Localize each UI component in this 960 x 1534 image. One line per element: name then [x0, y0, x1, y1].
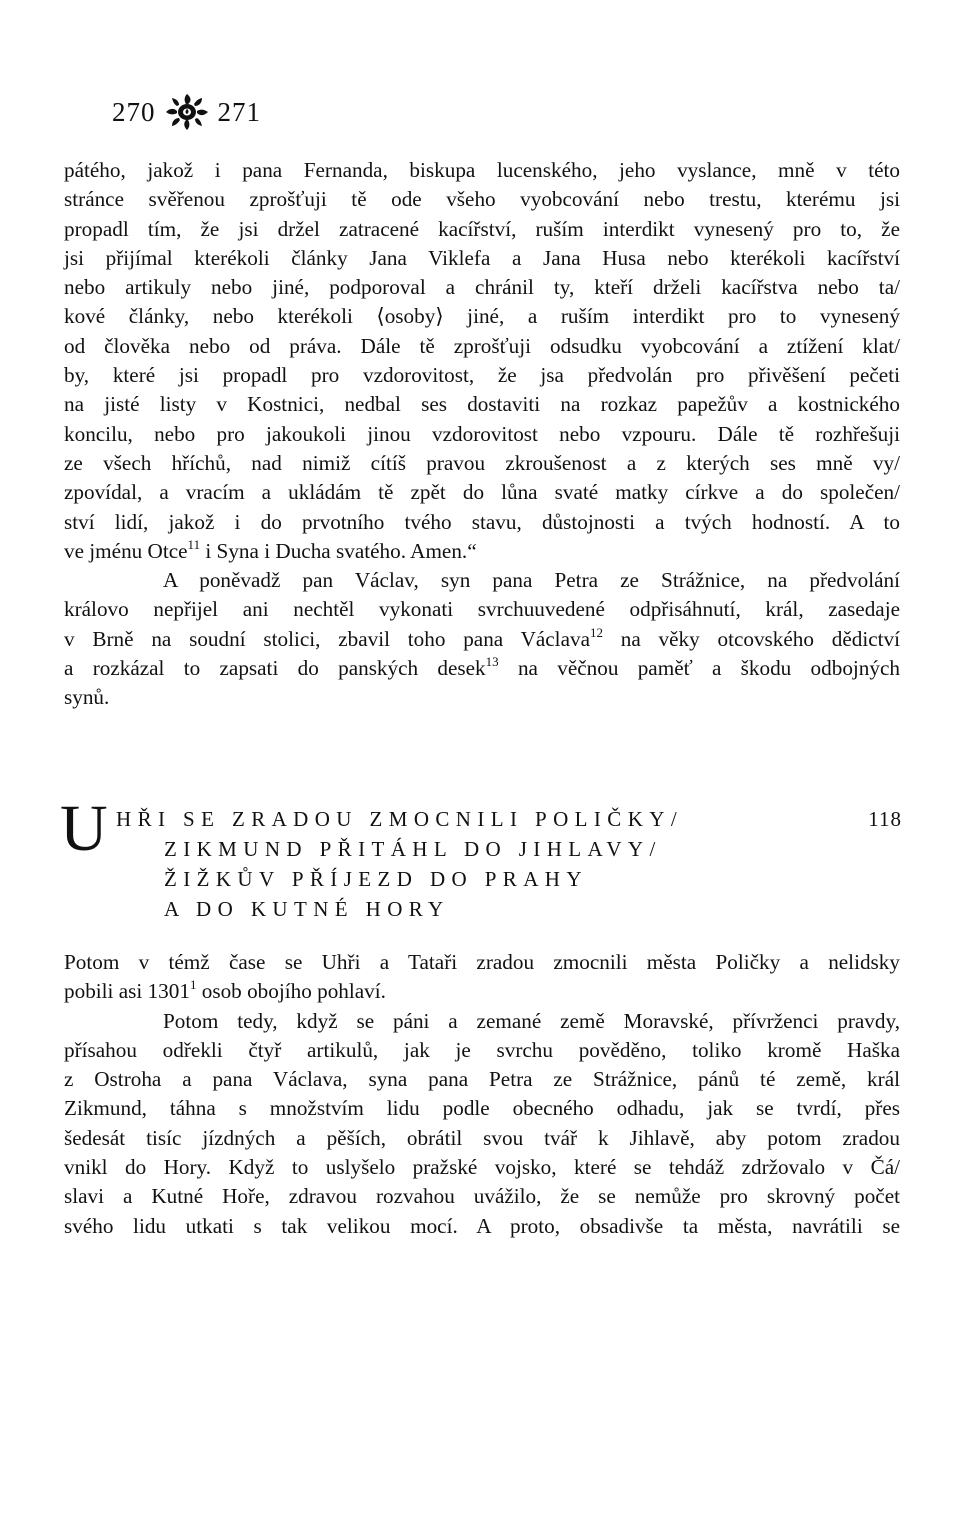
footnote-marker: 1 [189, 977, 197, 993]
text-line: zpovídal, a vracím a ukládám tě zpět do lůna svaté matky církve a do společen/ [64, 480, 900, 505]
text-line [64, 977, 900, 1006]
chapter-heading [60, 792, 904, 926]
text-line: ze všech hříchů, nad nimiž cítíš pravou zkroušenost a z kterých ses mně vy/ [64, 450, 900, 475]
text-line: šedesát tisíc jízdných a pěších, obrátil svou tvář k Jihlavě, aby potom zradou [64, 1125, 900, 1150]
text-line: nebo artikuly nebo jiné, podporoval a chránil ty, kteří drželi kacířstva nebo ta/ [64, 275, 900, 300]
text-line: koncilu, nebo pro jakoukoli jinou vzdorovitost nebo vzpouru. Dále tě rozhřešuji [64, 421, 900, 446]
text-line: stránce svěřenou zprošťuji tě ode všeho vyobcování nebo trestu, kterému jsi [64, 187, 900, 212]
body-text-bottom [64, 948, 900, 1241]
text-line: Potom v témž čase se Uhři a Tataři zradou zmocnili města Poličky a nelidsky [64, 950, 900, 974]
text-line: ství lidí, jakož i do prvotního tvého stavu, důstojnosti a tvých hodností. A to [64, 509, 900, 534]
chapter-title-line: ZIKMUND PŘITÁHL DO JIHLAVY/ [164, 837, 662, 861]
text-segment: na věky otcovského dědictví [602, 626, 900, 651]
text-line [64, 625, 900, 654]
text-segment: a rozkázal to zapsati do panských desek [64, 656, 486, 681]
text-segment: ve jménu Otce [64, 538, 188, 563]
text-segment: osob obojího pohlaví. [196, 979, 386, 1004]
text-line: pátého, jakož i pana Fernanda, biskupa lucenského, jeho vyslance, mně v této [64, 158, 900, 182]
text-segment: pobili asi 1301 [64, 979, 190, 1004]
text-line: Zikmund, táhna s množstvím lidu podle obecného odhadu, jak se tvrdí, přes [64, 1096, 900, 1121]
left-page-number: 270 [112, 96, 156, 127]
text-segment: i Syna i Ducha svatého. Amen.“ [200, 538, 477, 563]
text-line: synů. [64, 685, 110, 710]
spiral-ornament-icon [164, 92, 210, 132]
chapter-title-line: ŽIŽKŮV PŘÍJEZD DO PRAHY [164, 867, 588, 891]
footnote-marker: 13 [485, 653, 499, 669]
chapter-title-line: A DO KUTNÉ HORY [164, 897, 450, 921]
chapter-number: 118 [868, 807, 902, 831]
drop-cap-initial: U [60, 792, 108, 865]
text-line: královo nepřijel ani nechtěl vykonati svrchuuvedené odpřisáhnutí, král, zasedaje [64, 597, 900, 622]
footnote-marker: 11 [187, 536, 201, 552]
text-segment: na věčnou paměť a škodu odbojných [498, 656, 900, 681]
running-head [112, 88, 261, 136]
right-page-number: 271 [217, 96, 261, 127]
text-line: přísahou odřekli čtyř artikulů, jak je svrchu pověděno, toliko kromě Haška [64, 1037, 900, 1062]
text-line: slavi a Kutné Hoře, zdravou rozvahou uvážilo, že se nemůže pro skrovný počet [64, 1184, 900, 1209]
text-line [64, 537, 900, 566]
body-text-top [64, 156, 900, 713]
text-line: na jisté listy v Kostnici, nedbal ses dostaviti na rozkaz papežův a kostnického [64, 392, 900, 417]
text-line: z Ostroha a pana Václava, syna pana Petra ze Strážnice, pánů té země, král [64, 1067, 900, 1092]
text-line: svého lidu utkati s tak velikou mocí. A proto, obsadivše ta města, navrátili se [64, 1213, 900, 1238]
text-line [64, 654, 900, 683]
text-line: propadl tím, že jsi držel zatracené kacířství, ruším interdikt vynesený pro to, že [64, 216, 900, 241]
text-line: A poněvadž pan Václav, syn pana Petra ze Strážnice, na předvolání [163, 568, 900, 593]
text-segment: v Brně na soudní stolici, zbavil toho pana Václava [64, 626, 590, 651]
text-line: by, které jsi propadl pro vzdorovitost, že jsa předvolán pro přivěšení pečeti [64, 363, 900, 388]
chapter-title-line: HŘI SE ZRADOU ZMOCNILI POLIČKY/ [116, 807, 684, 831]
text-line: Potom tedy, když se páni a zemané země Moravské, přívrženci pravdy, [163, 1008, 900, 1033]
footnote-marker: 12 [589, 624, 603, 640]
chapter-title [116, 804, 684, 924]
text-line: od člověka nebo od práva. Dále tě zprošťuji odsudku vyobcování a ztížení klat/ [64, 333, 900, 358]
text-line: jsi přijímal kterékoli články Jana Viklefa a Jana Husa nebo kterékoli kacířství [64, 245, 900, 270]
text-line: vnikl do Hory. Když to uslyšelo pražské vojsko, které se tehdáž zdržovalo v Čá/ [64, 1155, 900, 1180]
text-line: kové články, nebo kterékoli ⟨osoby⟩ jiné, a ruším interdikt pro to vynesený [64, 304, 900, 329]
